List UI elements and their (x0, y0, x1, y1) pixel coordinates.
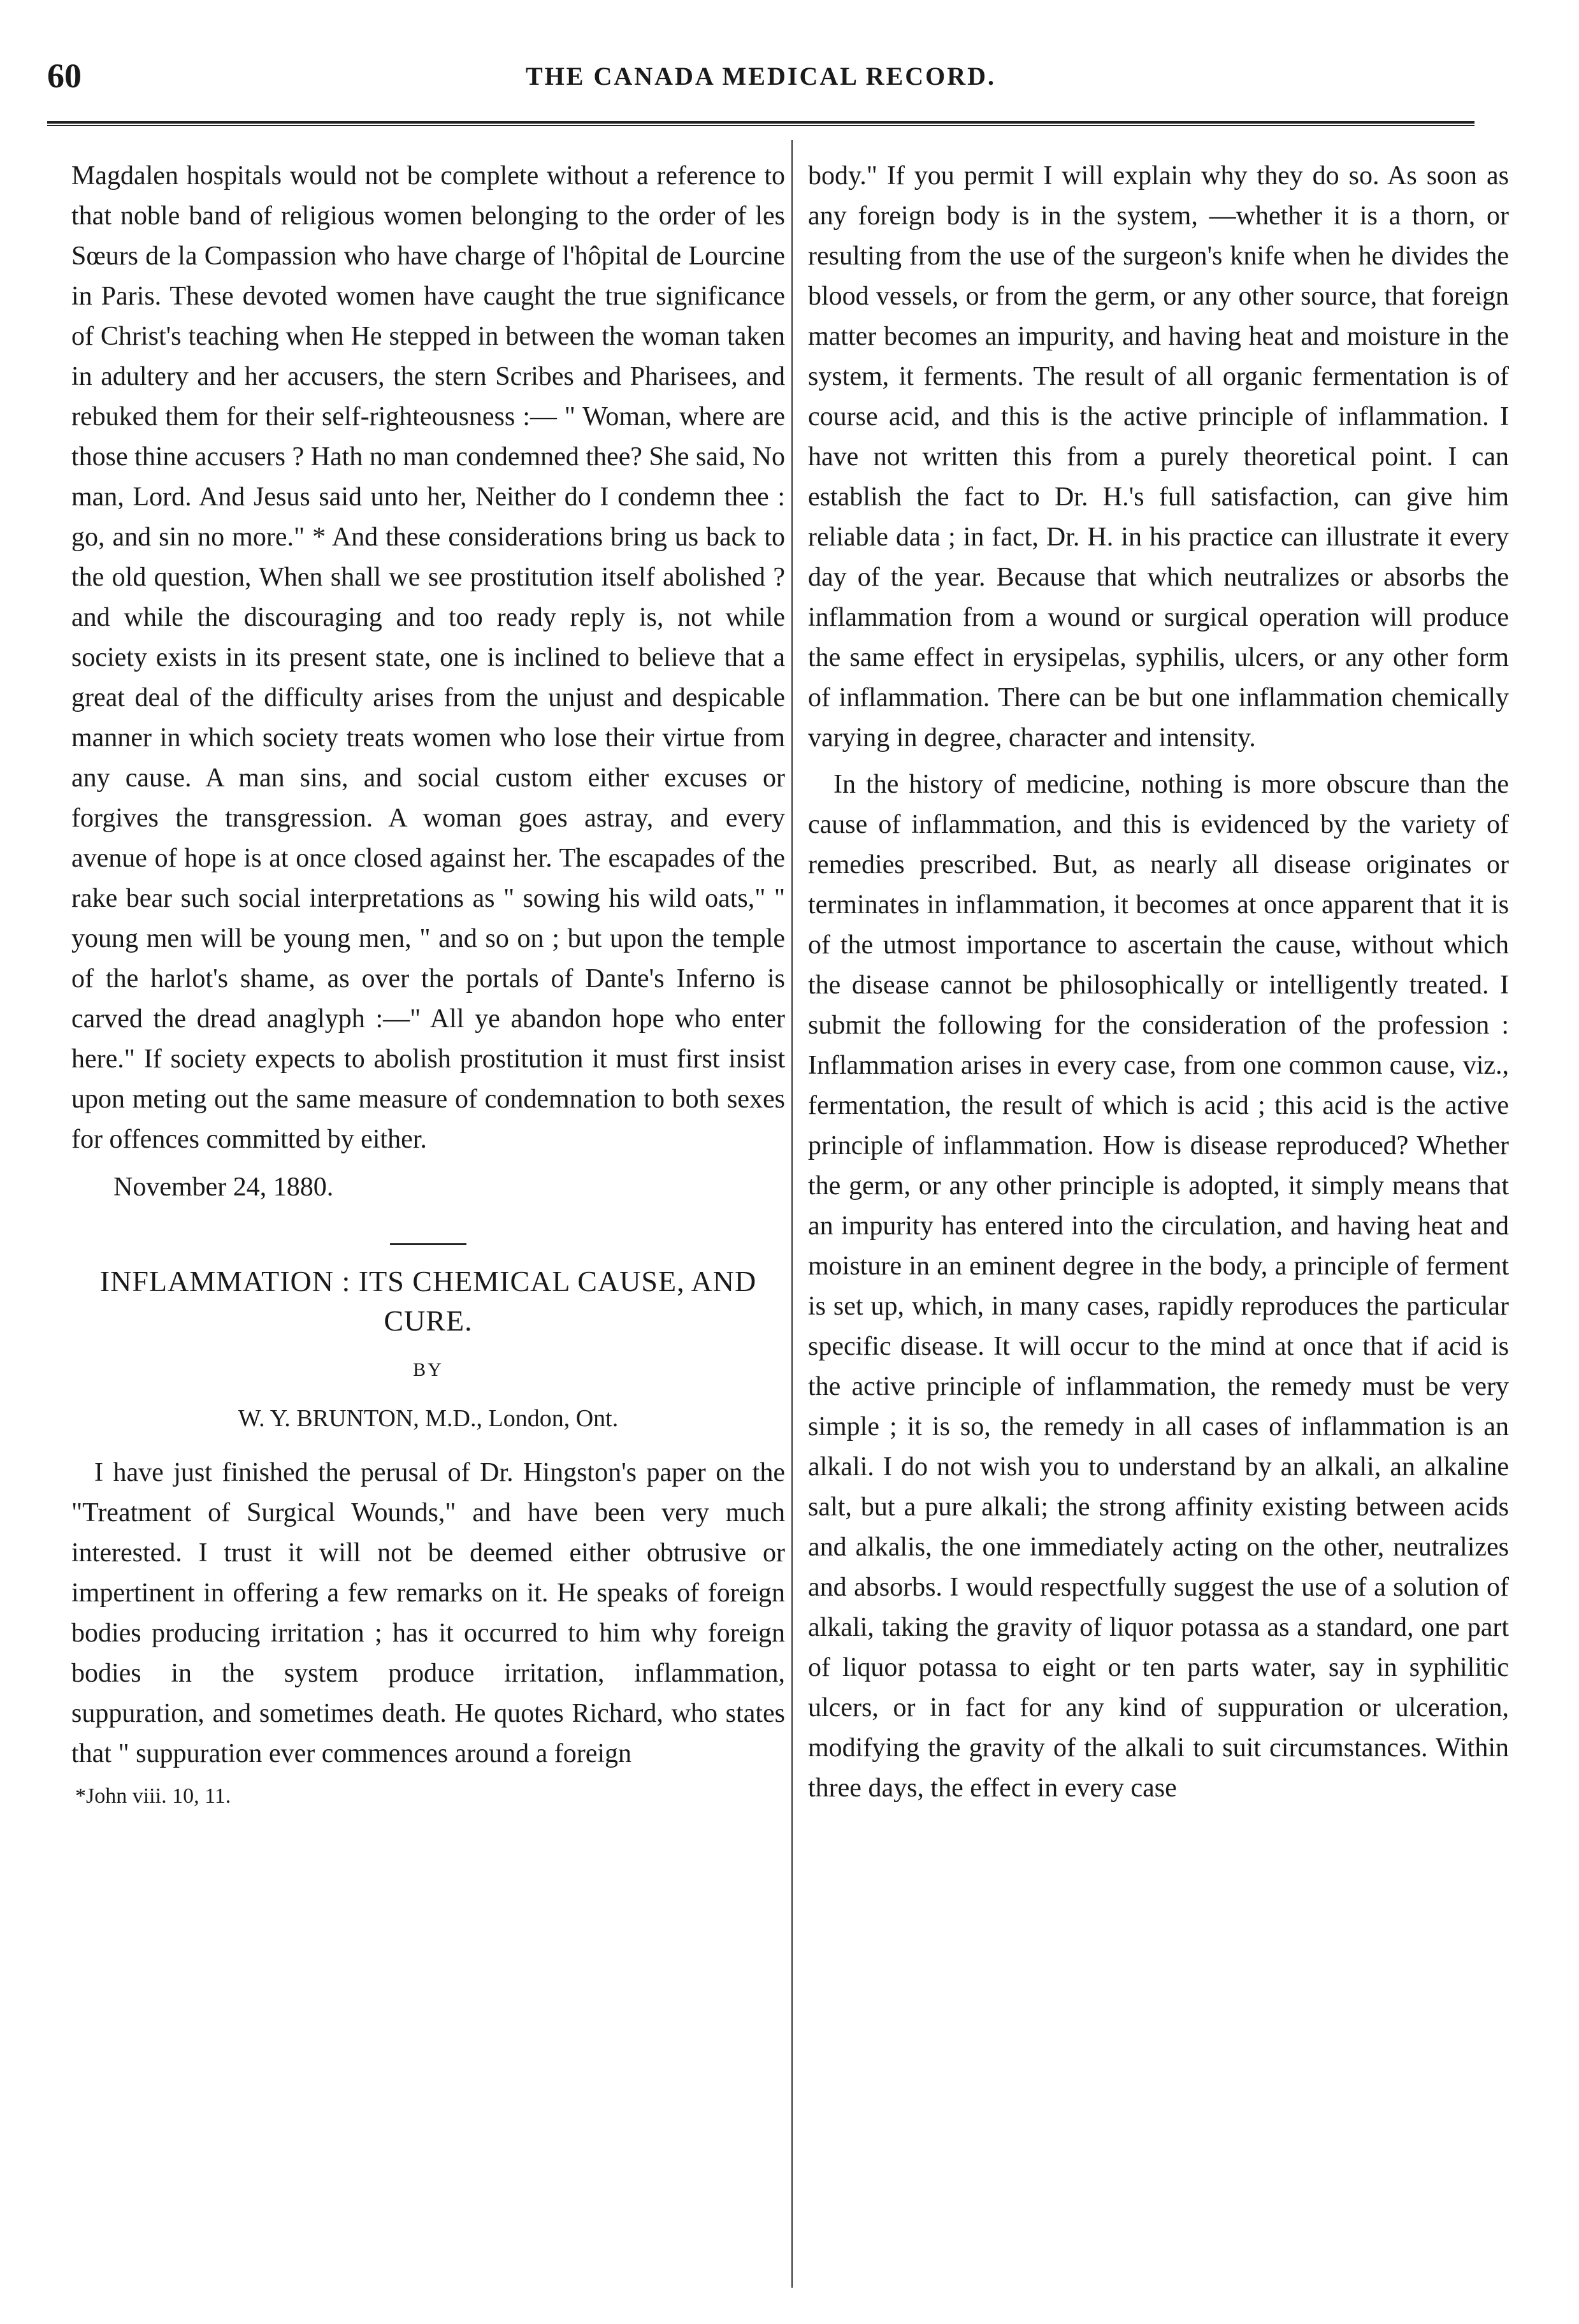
left-column (71, 156, 785, 1811)
left-paragraph-2: I have just finished the perusal of Dr. Hingston's paper on the "Treatment of Surgical Wounds," and have been very much interested. I trust it will not be deemed either obtrusive or impertinent in offering a few remarks on it. He speaks of foreign bodies producing irritation ; has it occurred to him why foreign bodies in the system produce irritation, inflammation, suppuration, and sometimes death. He quotes Richard, who states that " suppuration ever commences around a foreign (71, 1458, 785, 1768)
right-paragraph-2: In the history of medicine, nothing is more obscure than the cause of inflammation, and this is evidenced by the variety of remedies prescribed. But, as nearly all disease originates or terminates in inflammation, it becomes at once apparent that it is of the utmost importance to ascertain the cause, without which the disease cannot be philosophically or intelligently treated. I submit the following for the consideration of the profession : Inflammation arises in every case, from one common cause, viz., fermentation, the result of which is acid ; this acid is the active principle of inflammation. How is disease reproduced? Whether the germ, or any other principle is adopted, it simply means that an impurity has entered into the circulation, and having heat and moisture in an eminent degree in the body, a principle of ferment is set up, which, in many cases, rapidly reproduces the particular specific disease. It will occur to the mind at once that if acid is the active principle of inflammation, the remedy must be very simple ; it is so, the remedy in all cases of inflammation is an alkali. I do not wish you to understand by an alkali, an alkaline salt, but a pure alkali; the strong affinity existing between acids and alkalis, the one immediately acting on the other, neutralizes and absorbs. I would respectfully suggest the use of a solution of alkali, taking the gravity of liquor potassa as a standard, one part of liquor potassa to eight or ten parts water, say in syphilitic ulcers, or in fact for any kind of suppuration or ulceration, modifying the gravity of the alkali to suit circumstances. Within three days, the effect in every case (808, 770, 1509, 1803)
running-title: THE CANADA MEDICAL RECORD. (525, 62, 997, 90)
dateline: November 24, 1880. (113, 1173, 334, 1202)
right-paragraph-1: body." If you permit I will explain why they do so. As soon as any foreign body is in the system, —whether it is a thorn, or resulting from the use of the surgeon's knife when he divides the blood vessels, or from the germ, or any other source, that foreign matter becomes an impurity, and having heat and moisture in the system, it ferments. The result of all organic fermentation is of course acid, and this is the active principle of inflammation. I have not written this from a purely theoretical point. I can establish the fact to Dr. H.'s full satisfaction, can give him reliable data ; in fact, Dr. H. in his practice can illustrate it every day of the year. Because that which neutralizes or absorbs the inflammation from a wound or surgical operation will produce the same effect in erysipelas, syphilis, ulcers, or any other form of inflammation. There can be but one inflammation chemically varying in degree, character and intensity. (808, 161, 1509, 753)
header-rule (47, 121, 1474, 126)
page-header (47, 56, 1474, 101)
page-number: 60 (47, 57, 82, 95)
byline-author: W. Y. BRUNTON, M.D., London, Ont. (238, 1405, 619, 1432)
section-rule (390, 1243, 466, 1245)
left-paragraph-1: Magdalen hospitals would not be complete without a reference to that noble band of religious women belonging to the order of les Sœurs de la Compassion who have charge of l'hôpital de Lourcine in Paris. These devoted women have caught the true significance of Christ's teaching when He stepped in between the woman taken in adultery and her accusers, the stern Scribes and Pharisees, and rebuked them for their self-righteousness :— " Woman, where are those thine accusers ? Hath no man condemned thee? She said, No man, Lord. And Jesus said unto her, Neither do I condemn thee : go, and sin no more." * And these considerations bring us back to the old question, When shall we see prostitution itself abolished ? and while the discouraging and too ready reply is, not while society exists in its present state, one is inclined to believe that a great deal of the difficulty arises from the unjust and despicable manner in which society treats women who lose their virtue from any cause. A man sins, and social custom either excuses or forgives the transgression. A woman goes astray, and every avenue of hope is at once closed against her. The escapades of the rake bear such social interpretations as " sowing his wild oats," " young men will be young men, " and so on ; but upon the temple of the harlot's shame, as over the portals of Dante's Inferno is carved the dread anaglyph :—" All ye abandon hope who enter here." If society expects to abolish prostitution it must first insist upon meting out the same measure of condemnation to both sexes for offences committed by either. (71, 161, 785, 1154)
byline-by: BY (413, 1359, 443, 1380)
article-title: INFLAMMATION : ITS CHEMICAL CAUSE, AND CURE. (99, 1265, 757, 1337)
footnote: *John viii. 10, 11. (75, 1784, 231, 1808)
column-divider (791, 140, 793, 2288)
right-column (808, 156, 1509, 1808)
